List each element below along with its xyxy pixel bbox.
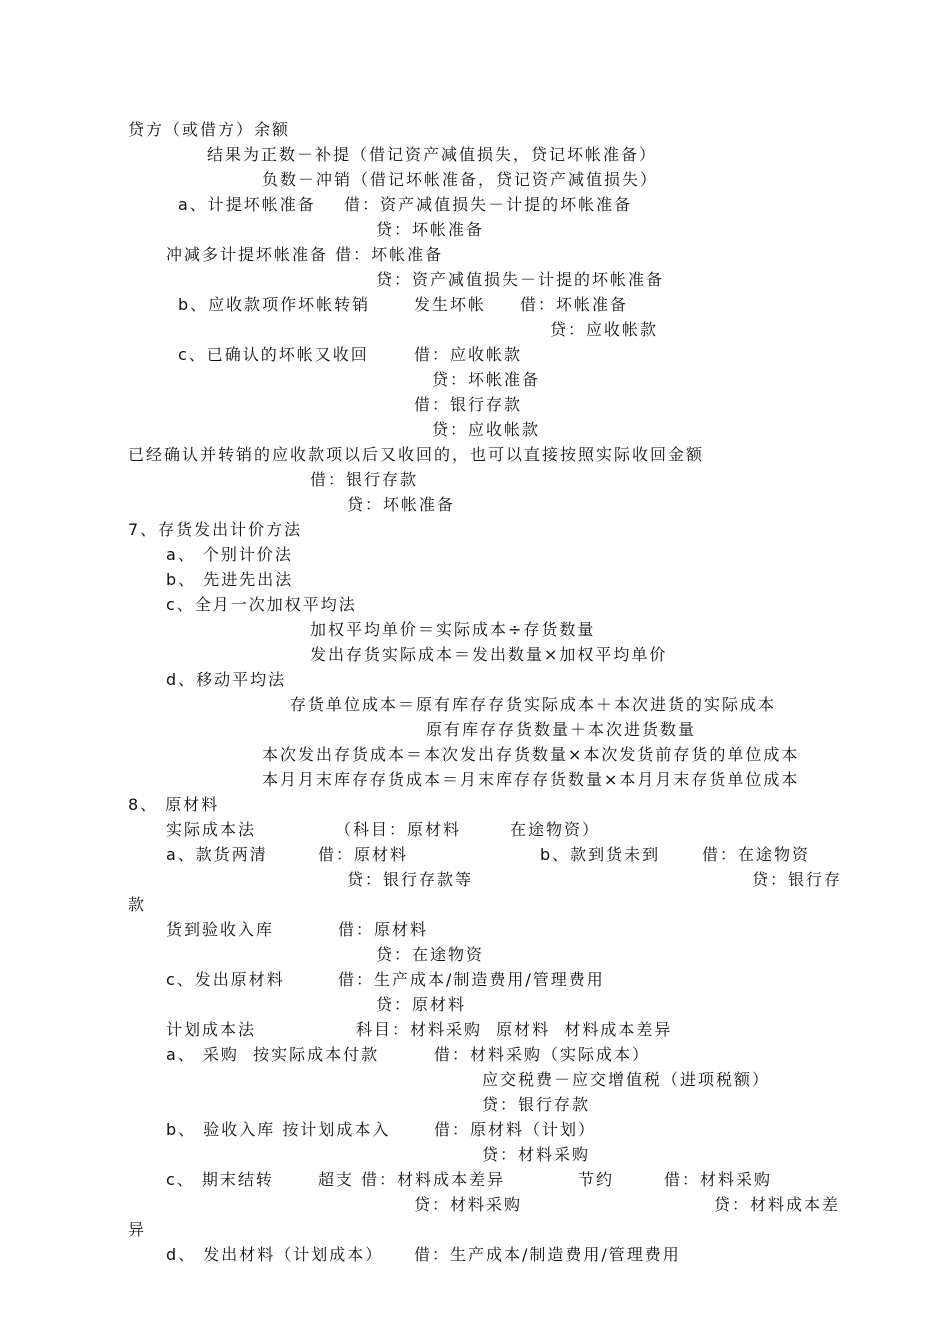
text-line: c、 期末结转 — [166, 1170, 274, 1189]
text-line: 原有库存存货数量＋本次进货数量 — [426, 720, 697, 739]
text-line: a、计提坏帐准备 借：资产减值损失－计提的坏帐准备 — [178, 195, 633, 214]
text-line: 贷：原材料 — [376, 995, 467, 1014]
text-line: b、款到货未到 — [540, 845, 661, 864]
text-line: 存货单位成本＝原有库存存货实际成本＋本次进货的实际成本 — [290, 695, 777, 714]
text-line: 借：生产成本/制造费用/管理费用 — [414, 1245, 681, 1264]
text-line: c、已确认的坏帐又收回 — [178, 345, 369, 364]
text-line: a、 采购 按实际成本付款 — [166, 1045, 380, 1064]
text-line: 借：在途物资 — [702, 845, 811, 864]
text-line: 贷：材料采购 — [414, 1195, 523, 1214]
text-line: 贷：应收帐款 — [550, 320, 659, 339]
text-line: b、应收款项作坏帐转销 — [178, 295, 371, 314]
text-line: c、全月一次加权平均法 — [166, 595, 357, 614]
text-line: 借：原材料（计划） — [434, 1120, 597, 1139]
text-line: 借：应收帐款 — [414, 345, 523, 364]
text-line: 已经确认并转销的应收款项以后又收回的，也可以直接按照实际收回金额 — [128, 445, 705, 464]
text-line: a、 个别计价法 — [166, 545, 293, 564]
text-line: 发生坏帐 — [414, 295, 487, 314]
text-line: 应交税费－应交增值税（进项税额） — [482, 1070, 771, 1089]
text-line: 异 — [128, 1220, 147, 1239]
text-line: 发出存货实际成本＝发出数量×加权平均单价 — [310, 645, 668, 664]
text-line: 负数－冲销（借记坏帐准备，贷记资产减值损失） — [262, 170, 659, 189]
text-line: 科目：材料采购 原材料 材料成本差异 — [356, 1020, 673, 1039]
text-line: 贷：资产减值损失－计提的坏帐准备 — [376, 270, 665, 289]
text-line: 借：材料采购 — [664, 1170, 773, 1189]
text-line: 节约 — [578, 1170, 615, 1189]
text-line: 贷：银行存款 — [482, 1095, 591, 1114]
text-line: 借：原材料 — [318, 845, 409, 864]
text-line: （科目：原材料 — [335, 820, 462, 839]
text-line: c、发出原材料 — [166, 970, 285, 989]
text-line: 贷：材料成本差 — [714, 1195, 841, 1214]
text-line: a、款货两清 — [166, 845, 268, 864]
text-line: 贷：坏帐准备 — [432, 370, 541, 389]
text-line: 8、 原材料 — [128, 795, 220, 814]
text-line: 借：银行存款 — [310, 470, 419, 489]
text-line: d、移动平均法 — [166, 670, 287, 689]
text-line: b、 先进先出法 — [166, 570, 294, 589]
text-line: 贷：银行存款等 — [347, 870, 474, 889]
text-line: 贷：银行存 — [752, 870, 843, 889]
text-line: 贷：应收帐款 — [432, 420, 541, 439]
text-line: 借：生产成本/制造费用/管理费用 — [338, 970, 605, 989]
text-line: 款 — [128, 895, 147, 914]
text-line: 贷方（或借方）余额 — [128, 120, 291, 139]
text-line: 借：坏帐准备 — [520, 295, 629, 314]
text-line: 计划成本法 — [166, 1020, 257, 1039]
text-line: 冲减多计提坏帐准备 借：坏帐准备 — [166, 245, 444, 264]
text-line: 7、存货发出计价方法 — [128, 520, 303, 539]
text-line: 本次发出存货成本＝本次发出存货数量×本次发货前存货的单位成本 — [262, 745, 800, 764]
text-line: 借：材料采购（实际成本） — [434, 1045, 651, 1064]
text-line: 在途物资） — [510, 820, 601, 839]
text-line: b、 验收入库 按计划成本入 — [166, 1120, 391, 1139]
text-line: 结果为正数－补提（借记资产减值损失，贷记坏帐准备） — [207, 145, 658, 164]
text-line: 贷：材料采购 — [482, 1145, 591, 1164]
text-line: d、 发出材料（计划成本） — [166, 1245, 384, 1264]
text-line: 借：银行存款 — [414, 395, 523, 414]
text-line: 贷：坏帐准备 — [347, 495, 456, 514]
text-line: 贷：在途物资 — [376, 945, 485, 964]
text-line: 超支 借：材料成本差异 — [318, 1170, 506, 1189]
text-line: 借：原材料 — [338, 920, 429, 939]
text-line: 实际成本法 — [166, 820, 257, 839]
text-line: 本月月末库存存货成本＝月末库存存货数量×本月月末存货单位成本 — [262, 770, 800, 789]
text-line: 贷：坏帐准备 — [376, 220, 485, 239]
text-line: 加权平均单价＝实际成本÷存货数量 — [310, 620, 596, 639]
text-line: 货到验收入库 — [166, 920, 275, 939]
